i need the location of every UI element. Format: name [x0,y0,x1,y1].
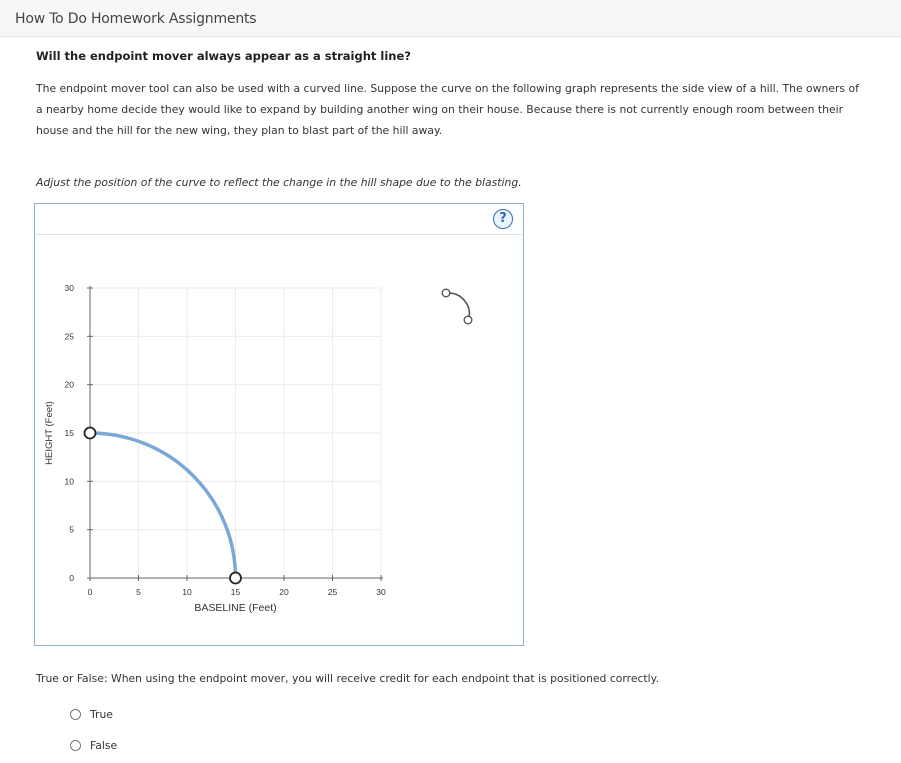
graph-ticks [65,283,386,597]
y-tick-label: 10 [64,476,74,487]
x-axis-label: BASELINE (Feet) [194,602,277,614]
graph-panel [34,203,524,646]
y-tick-label: 25 [64,331,74,342]
x-tick-label: 25 [327,587,338,597]
graph-grid [90,288,381,578]
x-tick-label: 30 [376,587,386,597]
x-tick-label: 0 [87,587,93,597]
y-tick-label: 0 [69,573,74,583]
y-tick-label: 20 [64,379,74,390]
question-title: Will the endpoint mover always appear as a straight line? [36,49,411,63]
curved-endpoint-mover-icon[interactable] [442,289,472,324]
y-tick-label: 30 [64,283,74,293]
true-radio[interactable] [70,709,81,720]
x-tick-label: 20 [279,587,289,597]
curve-start-endpoint[interactable] [85,428,96,439]
x-tick-label: 15 [230,587,241,597]
page-title: How To Do Homework Assignments [15,11,257,27]
x-tick-label: 10 [182,587,192,597]
y-tick-label: 5 [69,524,74,535]
question-paragraph: The endpoint mover tool can also be used with a curved line. Suppose the curve on the following graph represents the side view of a hill. The owners of a nearby home decide they would like to expand by building another wing on their house. Because there is not currently enough room between their house and the hill for the new wing, they plan to blast part of the hill away. [36,82,859,137]
curve-end-endpoint[interactable] [230,573,241,584]
true-false-question: True or False: When using the endpoint mover, you will receive credit for each endpoint that is positioned correctly. [36,672,659,685]
y-axis-label: HEIGHT (Feet) [44,401,55,465]
false-radio[interactable] [70,740,81,751]
help-icon[interactable]: ? [493,209,513,229]
graph-axes [90,286,383,578]
hill-curve[interactable] [90,433,236,578]
graph-canvas[interactable] [35,204,523,645]
y-tick-label: 15 [64,428,74,438]
header-bar [0,0,901,37]
x-tick-label: 5 [136,587,141,597]
graph-instruction: Adjust the position of the curve to reflect the change in the hill shape due to the blasting. [36,176,522,189]
false-label: False [90,739,118,752]
true-label: True [90,708,113,721]
